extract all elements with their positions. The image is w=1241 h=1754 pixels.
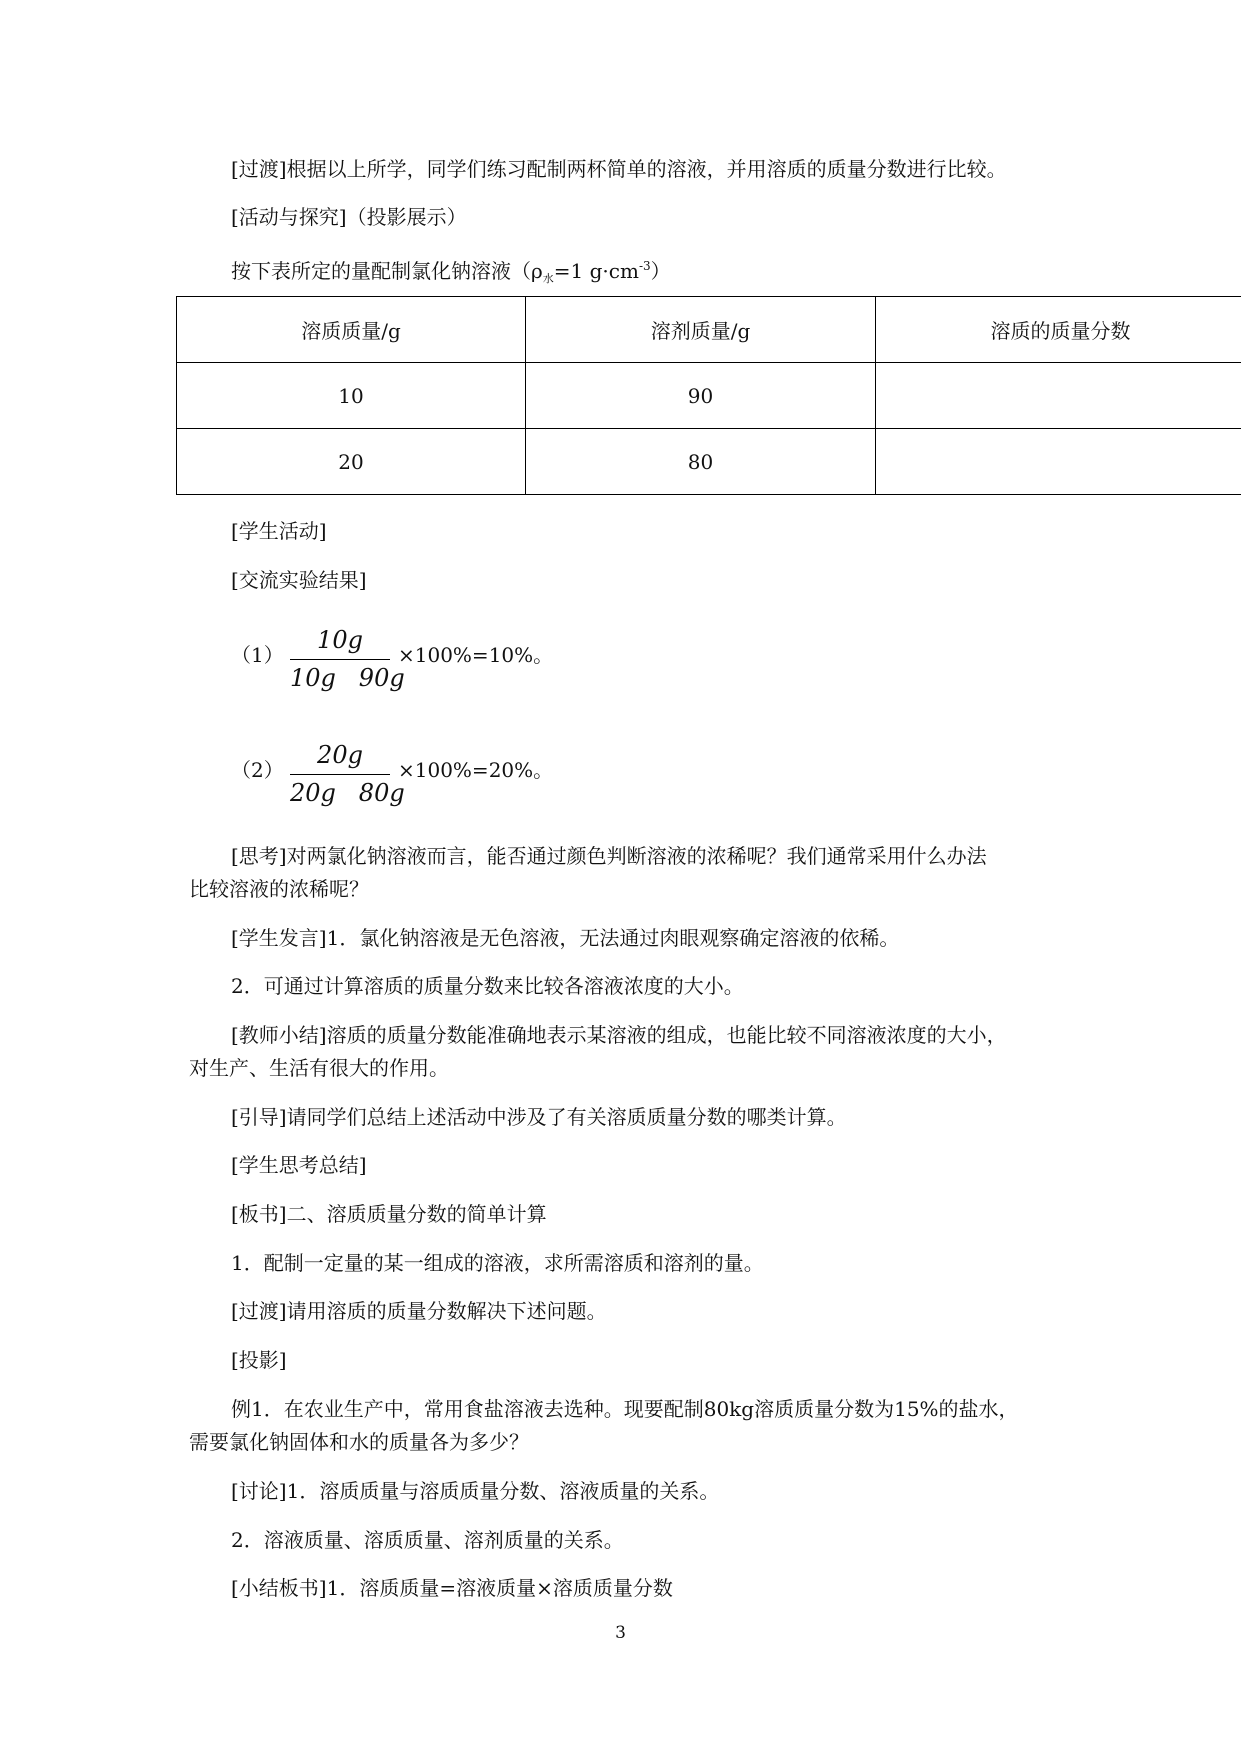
formula-1-den-b: 90g	[358, 664, 405, 692]
paragraph-think: [思考]对两氯化钠溶液而言，能否通过颜色判断溶液的浓稀呢？我们通常采用什么办法	[231, 844, 987, 868]
paragraph-think-cont: 比较溶液的浓稀呢？	[189, 877, 369, 901]
density-value: =1 g·cm	[553, 259, 639, 283]
paragraph-discussion-2: 2．溶液质量、溶质质量、溶剂质量的关系。	[231, 1528, 624, 1552]
formula-2-den-a: 20g	[290, 779, 336, 807]
table-cell: 90	[526, 363, 876, 429]
formula-1-bar	[290, 659, 390, 660]
paragraph-teacher-summary: [教师小结]溶质的质量分数能准确地表示某溶液的组成，也能比较不同溶液浓度的大小，	[231, 1023, 1007, 1047]
paragraph-transition-2: [过渡]请用溶质的质量分数解决下述问题。	[231, 1299, 607, 1323]
formula-2-bar	[290, 774, 390, 775]
table-header-cell: 溶质的质量分数	[876, 297, 1241, 363]
paragraph-instruction	[231, 253, 671, 292]
paragraph-board-item-1: 1．配制一定量的某一组成的溶液，求所需溶质和溶剂的量。	[231, 1251, 764, 1275]
table-cell: 10	[177, 363, 526, 429]
formula-2-numerator: 20g	[317, 741, 363, 769]
formula-1-numerator: 10g	[317, 626, 363, 654]
paragraph-student-summary: [学生思考总结]	[231, 1153, 367, 1177]
table-cell	[876, 363, 1241, 429]
formula-2-label: （2）	[231, 758, 284, 782]
paragraph-speech-2: 2．可通过计算溶质的质量分数来比较各溶液浓度的大小。	[231, 974, 744, 998]
table-row	[177, 363, 1241, 429]
formula-1-den-a: 10g	[290, 664, 336, 692]
paragraph-results-heading: [交流实验结果]	[231, 568, 367, 592]
formula-1-label: （1）	[231, 643, 284, 667]
formula-1-denominator	[290, 664, 405, 692]
paragraph-guide: [引导]请同学们总结上述活动中涉及了有关溶质质量分数的哪类计算。	[231, 1105, 847, 1129]
table-cell: 80	[526, 429, 876, 495]
instruction-text: 按下表所定的量配制氯化钠溶液（ρ	[231, 259, 543, 283]
paragraph-student-activity: [学生活动]	[231, 519, 327, 543]
density-exponent: -3	[638, 259, 651, 273]
table-header-cell: 溶质质量/g	[177, 297, 526, 363]
formula-1-result: ×100%=10%。	[398, 643, 554, 667]
paragraph-summary-board: [小结板书]1．溶质质量=溶液质量×溶质质量分数	[231, 1576, 673, 1600]
solution-table	[176, 296, 1241, 495]
table-row	[177, 429, 1241, 495]
formula-2-denominator	[290, 779, 405, 807]
page-number: 3	[615, 1623, 626, 1643]
paragraph-transition-1: [过渡]根据以上所学，同学们练习配制两杯简单的溶液，并用溶质的质量分数进行比较。	[231, 157, 1007, 181]
table-cell: 20	[177, 429, 526, 495]
paragraph-example-1-cont: 需要氯化钠固体和水的质量各为多少？	[189, 1430, 529, 1454]
paragraph-activity-heading: [活动与探究]（投影展示）	[231, 205, 467, 229]
formula-2-den-b: 80g	[358, 779, 405, 807]
rho-subscript: 水	[542, 272, 554, 285]
instruction-close: ）	[650, 259, 671, 283]
paragraph-board: [板书]二、溶质质量分数的简单计算	[231, 1202, 547, 1226]
paragraph-teacher-summary-cont: 对生产、生活有很大的作用。	[189, 1056, 449, 1080]
paragraph-example-1: 例1．在农业生产中，常用食盐溶液去选种。现要配制80kg溶质质量分数为15%的盐水，	[231, 1397, 1019, 1421]
table-header-row	[177, 297, 1241, 363]
paragraph-student-speech: [学生发言]1．氯化钠溶液是无色溶液，无法通过肉眼观察确定溶液的依稀。	[231, 926, 900, 950]
paragraph-projection: [投影]	[231, 1348, 287, 1372]
table-header-cell: 溶剂质量/g	[526, 297, 876, 363]
paragraph-discussion: [讨论]1．溶质质量与溶质质量分数、溶液质量的关系。	[231, 1479, 720, 1503]
formula-2-result: ×100%=20%。	[398, 758, 554, 782]
table-cell	[876, 429, 1241, 495]
